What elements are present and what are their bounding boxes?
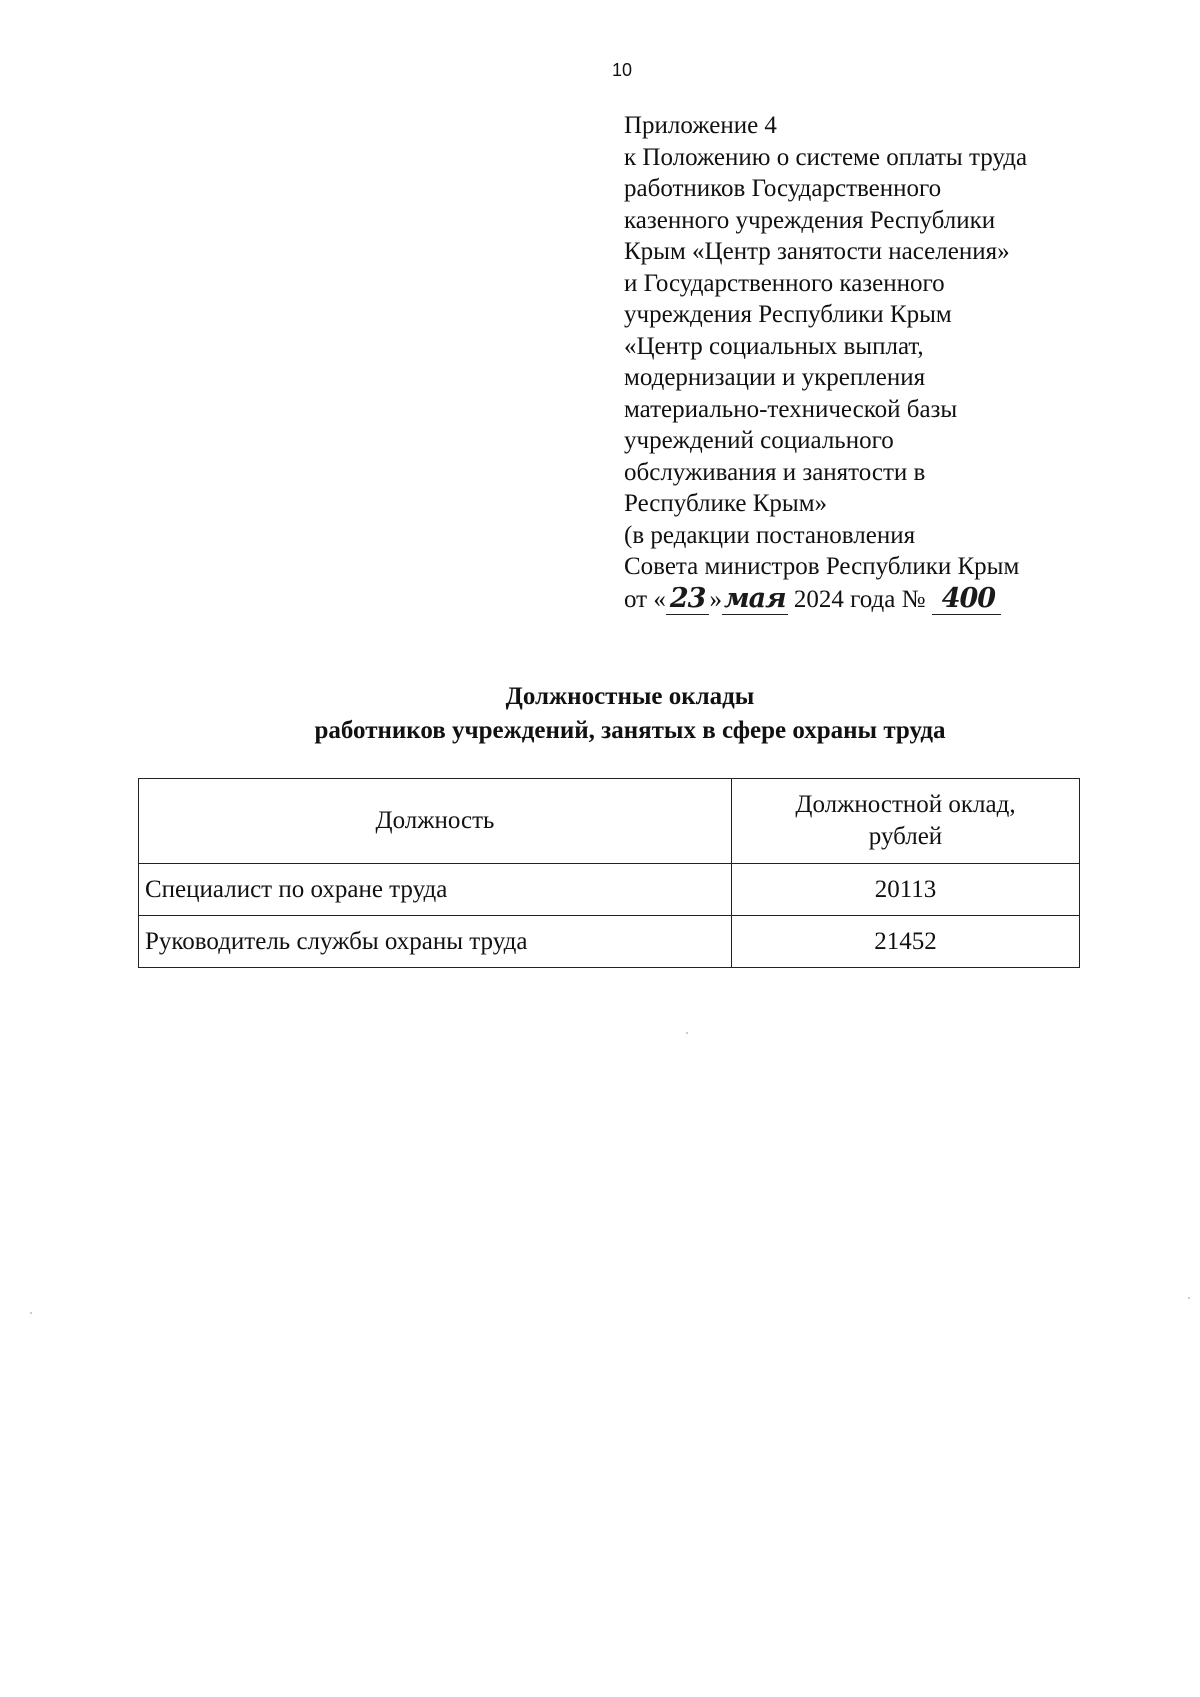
appendix-line: учреждений социального (624, 427, 894, 454)
scan-speck (30, 1312, 32, 1314)
column-header-salary (732, 779, 1080, 864)
table-row (139, 864, 1080, 916)
salary-cell: 21452 (732, 916, 1080, 968)
appendix-line: обслуживания и занятости в (624, 458, 926, 486)
scan-speck (686, 1032, 688, 1034)
column-header-position: Должность (139, 779, 732, 864)
appendix-line: работников Государственного (624, 175, 942, 202)
appendix-line: материально-технической базы (624, 395, 958, 423)
appendix-line: к Положению о системе оплаты труда (624, 143, 1028, 171)
page-number: 10 (612, 60, 633, 80)
handwritten-month: мая (723, 582, 786, 614)
salary-cell: 20113 (732, 864, 1080, 916)
scan-speck (1188, 1297, 1190, 1299)
appendix-line: «Центр социальных выплат, (624, 332, 924, 360)
table-row (139, 916, 1080, 968)
position-cell: Руководитель службы охраны труда (139, 916, 732, 968)
column-header-salary-line-1: Должностной оклад, (795, 791, 1016, 818)
date-year-text: 2024 года № (793, 585, 926, 613)
appendix-line: Совета министров Республики Крым (624, 553, 1020, 580)
document-title (0, 680, 1200, 748)
handwritten-resolution-number: 400 (932, 583, 1001, 616)
handwritten-day: 23 (666, 583, 710, 616)
date-prefix: от « (624, 585, 666, 613)
appendix-line: модернизации и укрепления (624, 364, 926, 391)
document-title-line-1: Должностные оклады (505, 683, 755, 710)
appendix-line: учреждения Республики Крым (624, 301, 952, 328)
date-quote-close: » (709, 585, 722, 613)
appendix-line: Республике Крым» (624, 490, 828, 517)
appendix-line: (в редакции постановления (624, 521, 916, 549)
document-title-line-2: работников учреждений, занятых в сфере охраны труда (314, 717, 946, 744)
column-header-salary-line-2: рублей (868, 823, 943, 850)
position-cell: Специалист по охране труда (139, 864, 732, 916)
table-header-row (139, 779, 1080, 864)
appendix-line: Крым «Центр занятости населения» (624, 238, 1010, 265)
salary-table (138, 778, 1080, 968)
resolution-date-line (624, 583, 1184, 616)
appendix-line: и Государственного казенного (624, 269, 945, 297)
appendix-header (624, 110, 1184, 615)
appendix-line: казенного учреждения Республики (624, 206, 996, 234)
appendix-line: Приложение 4 (624, 112, 777, 139)
